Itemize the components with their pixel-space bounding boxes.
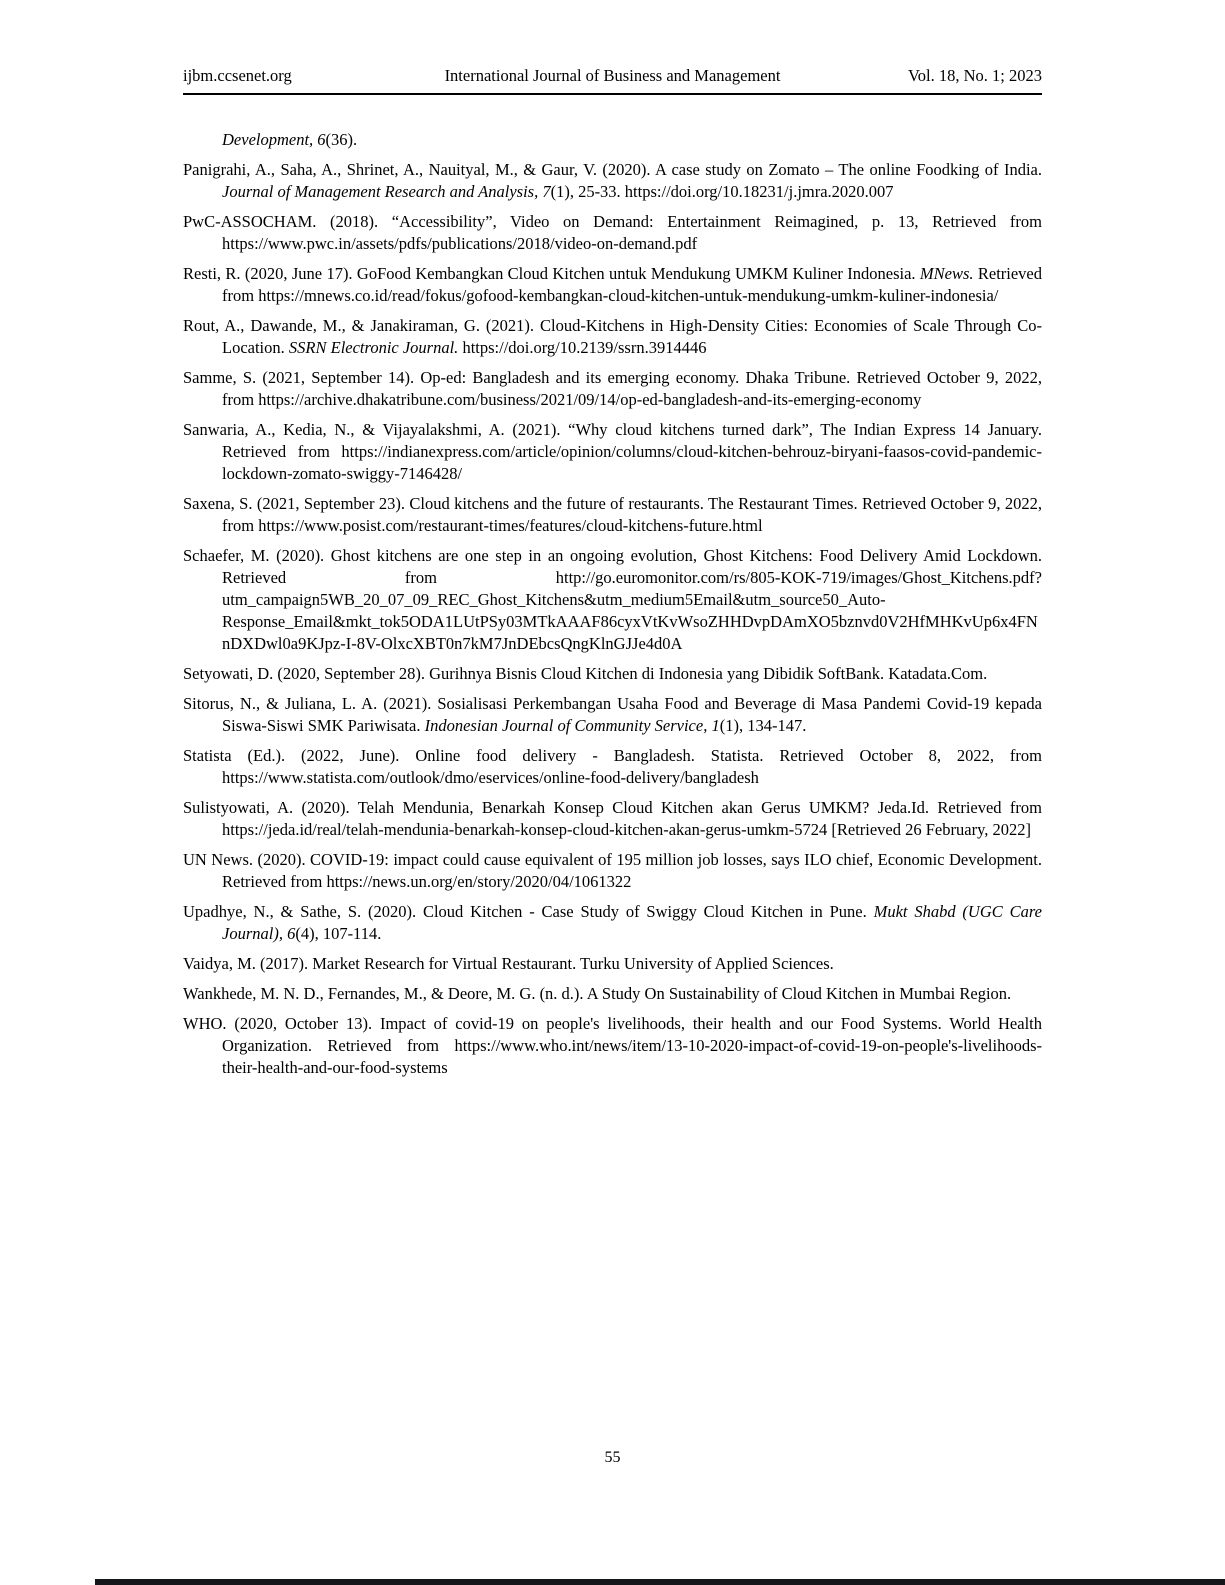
reference-segment: Resti, R. (2020, June 17). GoFood Kembangkan Cloud Kitchen untuk Mendukung UMKM Kuliner Indonesia.	[183, 264, 920, 283]
reference-entry	[183, 545, 1042, 655]
header-journal-title: International Journal of Business and Management	[444, 66, 781, 85]
reference-segment: Rout, A., Dawande, M., & Janakiraman, G. (2021). Cloud-Kitchens in High-Density Cities: Economies of Scale Through Co-Location.	[183, 316, 1042, 357]
reference-entry	[183, 493, 1042, 537]
reference-segment: (36).	[325, 130, 358, 149]
reference-entry	[183, 693, 1042, 737]
reference-entry	[183, 663, 1042, 685]
reference-segment: Samme, S. (2021, September 14). Op-ed: Bangladesh and its emerging economy. Dhaka Tribune. Retrieved October 9, 2022, from https://archive.dhakatribune.com/business/2021/09/14/op-ed-bangladesh-and-its-emerging-economy	[183, 368, 1042, 409]
reference-entry	[183, 315, 1042, 359]
reference-segment: (4), 107-114.	[295, 924, 382, 943]
reference-segment: (1), 134-147.	[719, 716, 807, 735]
reference-segment: Sulistyowati, A. (2020). Telah Mendunia, Benarkah Konsep Cloud Kitchen akan Gerus UMKM? Jeda.Id. Retrieved from https://jeda.id/real/telah-mendunia-benarkah-konsep-cloud-kitchen-akan-gerus-umkm-5724 [Retrieved 26 February, 2022]	[183, 798, 1042, 839]
reference-entry	[183, 159, 1042, 203]
reference-segment: Saxena, S. (2021, September 23). Cloud kitchens and the future of restaurants. The Restaurant Times. Retrieved October 9, 2022, from https://www.posist.com/restaurant-times/features/cloud-kitchens-future.html	[183, 494, 1042, 535]
reference-entry	[183, 745, 1042, 789]
reference-segment: https://doi.org/10.2139/ssrn.3914446	[458, 338, 707, 357]
reference-entry	[183, 263, 1042, 307]
page-header	[183, 66, 1042, 95]
reference-entry	[183, 901, 1042, 945]
reference-segment: Wankhede, M. N. D., Fernandes, M., & Deore, M. G. (n. d.). A Study On Sustainability of Cloud Kitchen in Mumbai Region.	[183, 984, 1012, 1003]
reference-segment: Panigrahi, A., Saha, A., Shrinet, A., Nauityal, M., & Gaur, V. (2020). A case study on Zomato – The online Foodking of India.	[183, 160, 1042, 179]
reference-segment-italic: SSRN Electronic Journal.	[288, 338, 459, 357]
reference-segment-italic: Development, 6	[222, 130, 326, 149]
reference-segment: Schaefer, M. (2020). Ghost kitchens are one step in an ongoing evolution, Ghost Kitchens: Food Delivery Amid Lockdown. Retrieved from http://go.euromonitor.com/rs/805-KOK-719/images/Ghost_Kitchens.pdf?utm_campaign5WB_20_07_09_REC_Ghost_Kitchens&utm_medium5Email&utm_source50_Auto-Response_Email&mkt_tok5ODA1LUtPSy03MTkAAAF86cyxVtKvWsoZHHDvpDAmXO5bznvd0V2HfMHKvUp6x4FNnDXDwl0a9KJpz-I-8V-OlxcXBT0n7kM7JnDEbcsQngKlnGJJe4d0A	[183, 546, 1042, 653]
reference-segment: Setyowati, D. (2020, September 28). Gurihnya Bisnis Cloud Kitchen di Indonesia yang Dibidik SoftBank. Katadata.Com.	[183, 664, 988, 683]
reference-entry	[183, 953, 1042, 975]
reference-entry	[183, 419, 1042, 485]
reference-segment: Upadhye, N., & Sathe, S. (2020). Cloud Kitchen - Case Study of Swiggy Cloud Kitchen in Pune.	[183, 902, 874, 921]
page-bottom-edge	[95, 1579, 1225, 1585]
reference-segment: Retrieved from https://mnews.co.id/read/fokus/gofood-kembangkan-cloud-kitchen-untuk-mendukung-umkm-kuliner-indonesia/	[222, 264, 1043, 305]
reference-segment-italic: MNews.	[919, 264, 974, 283]
header-site-url: ijbm.ccsenet.org	[183, 66, 292, 85]
reference-entry	[183, 983, 1042, 1005]
reference-entry	[183, 367, 1042, 411]
reference-segment-italic: Indonesian Journal of Community Service, 1	[424, 716, 720, 735]
reference-segment: PwC-ASSOCHAM. (2018). “Accessibility”, Video on Demand: Entertainment Reimagined, p. 13, Retrieved from https://www.pwc.in/assets/pdfs/publications/2018/video-on-demand.pdf	[183, 212, 1042, 253]
reference-entry	[183, 797, 1042, 841]
page-footer	[0, 1449, 1225, 1467]
page-number: 55	[604, 1449, 621, 1466]
reference-entry	[183, 1013, 1042, 1079]
reference-segment: Vaidya, M. (2017). Market Research for Virtual Restaurant. Turku University of Applied Sciences.	[183, 954, 834, 973]
reference-segment-italic: Mukt Shabd (UGC Care Journal), 6	[222, 902, 1042, 943]
reference-entry	[183, 211, 1042, 255]
reference-segment: Statista (Ed.). (2022, June). Online food delivery - Bangladesh. Statista. Retrieved October 8, 2022, from https://www.statista.com/outlook/dmo/eservices/online-food-delivery/bangladesh	[183, 746, 1042, 787]
reference-segment: UN News. (2020). COVID-19: impact could cause equivalent of 195 million job losses, says ILO chief, Economic Development. Retrieved from https://news.un.org/en/story/2020/04/1061322	[183, 850, 1042, 891]
reference-segment: Sitorus, N., & Juliana, L. A. (2021). Sosialisasi Perkembangan Usaha Food and Beverage di Masa Pandemi Covid-19 kepada Siswa-Siswi SMK Pariwisata.	[183, 694, 1042, 735]
reference-entry	[183, 129, 1042, 151]
reference-entry	[183, 849, 1042, 893]
reference-segment-italic: Journal of Management Research and Analysis, 7	[222, 182, 551, 201]
reference-segment: Sanwaria, A., Kedia, N., & Vijayalakshmi, A. (2021). “Why cloud kitchens turned dark”, The Indian Express 14 January. Retrieved from https://indianexpress.com/article/opinion/columns/cloud-kitchen-behrouz-biryani-faasos-covid-pandemic-lockdown-zomato-swiggy-7146428/	[183, 420, 1042, 483]
reference-segment: (1), 25-33. https://doi.org/10.18231/j.jmra.2020.007	[550, 182, 894, 201]
header-volume-issue: Vol. 18, No. 1; 2023	[908, 66, 1042, 85]
references-list	[183, 129, 1042, 1079]
reference-segment: WHO. (2020, October 13). Impact of covid-19 on people's livelihoods, their health and our Food Systems. World Health Organization. Retrieved from https://www.who.int/news/item/13-10-2020-impact-of-covid-19-on-people's-livelihoods-their-health-and-our-food-systems	[183, 1014, 1042, 1077]
